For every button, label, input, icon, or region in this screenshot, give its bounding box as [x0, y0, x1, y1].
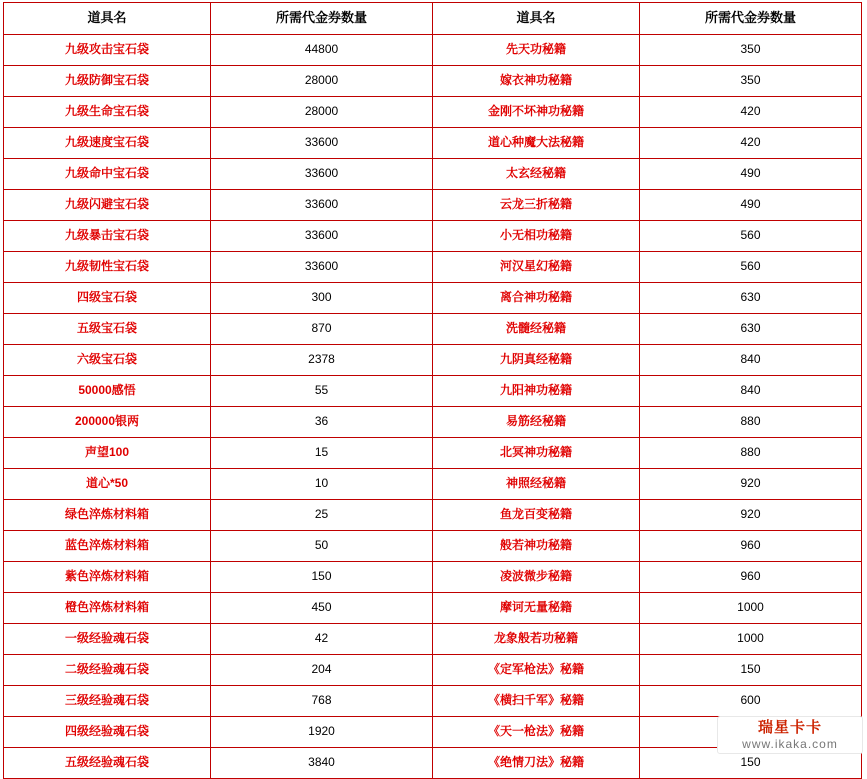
table-row: [4, 159, 862, 190]
item-name-cell: 声望100: [4, 438, 211, 469]
item-name-cell: 六级宝石袋: [4, 345, 211, 376]
item-name-cell: 河汉星幻秘籍: [433, 252, 640, 283]
table-row: [4, 407, 862, 438]
item-name-cell: 九级闪避宝石袋: [4, 190, 211, 221]
watermark-subtitle: www.ikaka.com: [742, 737, 838, 751]
column-header-item-name-left: 道具名: [4, 3, 211, 35]
item-name-cell: 先天功秘籍: [433, 35, 640, 66]
coupon-amount-cell: 1000: [640, 624, 862, 655]
item-name-cell: 洗髓经秘籍: [433, 314, 640, 345]
item-name-cell: 道心*50: [4, 469, 211, 500]
coupon-amount-cell: 42: [211, 624, 433, 655]
table-row: [4, 686, 862, 717]
item-name-cell: 《定军枪法》秘籍: [433, 655, 640, 686]
table-row: [4, 252, 862, 283]
item-name-cell: 四级经验魂石袋: [4, 717, 211, 748]
coupon-amount-cell: 33600: [211, 190, 433, 221]
item-name-cell: 神照经秘籍: [433, 469, 640, 500]
coupon-amount-cell: 350: [640, 66, 862, 97]
item-name-cell: 金刚不坏神功秘籍: [433, 97, 640, 128]
table-row: [4, 35, 862, 66]
coupon-amount-cell: 840: [640, 376, 862, 407]
coupon-amount-cell: 560: [640, 221, 862, 252]
coupon-amount-cell: 2378: [211, 345, 433, 376]
item-name-cell: 绿色淬炼材料箱: [4, 500, 211, 531]
coupon-amount-cell: 25: [211, 500, 433, 531]
coupon-amount-cell: 870: [211, 314, 433, 345]
coupon-amount-cell: 204: [211, 655, 433, 686]
watermark-title: 瑞星卡卡: [757, 719, 822, 736]
coupon-amount-cell: 150: [640, 655, 862, 686]
table-row: [4, 345, 862, 376]
item-name-cell: 蓝色淬炼材料箱: [4, 531, 211, 562]
item-name-cell: 凌波微步秘籍: [433, 562, 640, 593]
item-name-cell: 九级速度宝石袋: [4, 128, 211, 159]
item-name-cell: 太玄经秘籍: [433, 159, 640, 190]
item-name-cell: 易筋经秘籍: [433, 407, 640, 438]
item-name-cell: 云龙三折秘籍: [433, 190, 640, 221]
item-name-cell: 小无相功秘籍: [433, 221, 640, 252]
coupon-amount-cell: 420: [640, 128, 862, 159]
coupon-amount-cell: 630: [640, 314, 862, 345]
item-name-cell: 二级经验魂石袋: [4, 655, 211, 686]
item-name-cell: 五级宝石袋: [4, 314, 211, 345]
column-header-item-name-right: 道具名: [433, 3, 640, 35]
coupon-amount-cell: 420: [640, 97, 862, 128]
coupon-amount-cell: 44800: [211, 35, 433, 66]
table-row: [4, 283, 862, 314]
table-row: [4, 128, 862, 159]
coupon-amount-cell: 920: [640, 500, 862, 531]
item-name-cell: 九级韧性宝石袋: [4, 252, 211, 283]
coupon-amount-cell: 1920: [211, 717, 433, 748]
item-name-cell: 离合神功秘籍: [433, 283, 640, 314]
item-name-cell: 五级经验魂石袋: [4, 748, 211, 779]
item-name-cell: 龙象般若功秘籍: [433, 624, 640, 655]
coupon-amount-cell: 490: [640, 190, 862, 221]
coupon-amount-cell: 600: [640, 686, 862, 717]
coupon-amount-cell: 630: [640, 283, 862, 314]
coupon-amount-cell: 150: [640, 748, 862, 779]
coupon-amount-cell: 960: [640, 531, 862, 562]
item-name-cell: 九级防御宝石袋: [4, 66, 211, 97]
header-row: [4, 3, 862, 35]
item-name-cell: 道心种魔大法秘籍: [433, 128, 640, 159]
item-name-cell: 鱼龙百变秘籍: [433, 500, 640, 531]
coupon-amount-cell: 55: [211, 376, 433, 407]
item-name-cell: 《天一枪法》秘籍: [433, 717, 640, 748]
coupon-amount-cell: 28000: [211, 66, 433, 97]
table-row: [4, 438, 862, 469]
table-row: [4, 531, 862, 562]
coupon-amount-cell: 960: [640, 562, 862, 593]
table-body: [4, 35, 862, 779]
item-name-cell: 200000银两: [4, 407, 211, 438]
table-row: [4, 66, 862, 97]
coupon-amount-cell: 560: [640, 252, 862, 283]
coupon-amount-cell: 450: [211, 593, 433, 624]
column-header-coupon-right: 所需代金券数量: [640, 3, 862, 35]
coupon-amount-cell: 33600: [211, 128, 433, 159]
table-row: [4, 562, 862, 593]
coupon-amount-cell: 33600: [211, 252, 433, 283]
item-name-cell: 一级经验魂石袋: [4, 624, 211, 655]
item-name-cell: 九级攻击宝石袋: [4, 35, 211, 66]
table-row: [4, 221, 862, 252]
table-row: [4, 655, 862, 686]
watermark: [717, 716, 863, 754]
coupon-amount-cell: 768: [211, 686, 433, 717]
table-header: [4, 3, 862, 35]
coupon-amount-cell: 28000: [211, 97, 433, 128]
item-name-cell: 嫁衣神功秘籍: [433, 66, 640, 97]
table-row: [4, 97, 862, 128]
item-name-cell: 《绝情刀法》秘籍: [433, 748, 640, 779]
coupon-amount-cell: 350: [640, 35, 862, 66]
table-row: [4, 624, 862, 655]
item-name-cell: 三级经验魂石袋: [4, 686, 211, 717]
item-name-cell: 九阳神功秘籍: [433, 376, 640, 407]
item-name-cell: 橙色淬炼材料箱: [4, 593, 211, 624]
item-name-cell: 九级暴击宝石袋: [4, 221, 211, 252]
item-name-cell: 般若神功秘籍: [433, 531, 640, 562]
coupon-amount-cell: 840: [640, 345, 862, 376]
item-name-cell: 九级命中宝石袋: [4, 159, 211, 190]
coupon-amount-cell: 36: [211, 407, 433, 438]
coupon-amount-cell: 1000: [640, 593, 862, 624]
table-row: [4, 376, 862, 407]
coupon-amount-cell: 300: [211, 283, 433, 314]
item-name-cell: 摩诃无量秘籍: [433, 593, 640, 624]
item-name-cell: 紫色淬炼材料箱: [4, 562, 211, 593]
coupon-amount-cell: 880: [640, 407, 862, 438]
coupon-amount-cell: 10: [211, 469, 433, 500]
item-name-cell: 北冥神功秘籍: [433, 438, 640, 469]
item-name-cell: 50000感悟: [4, 376, 211, 407]
table-row: [4, 190, 862, 221]
coupon-amount-cell: 880: [640, 438, 862, 469]
item-name-cell: 九阴真经秘籍: [433, 345, 640, 376]
table-row: [4, 469, 862, 500]
coupon-amount-cell: 920: [640, 469, 862, 500]
coupon-amount-cell: 490: [640, 159, 862, 190]
coupon-amount-cell: 33600: [211, 221, 433, 252]
item-name-cell: 《横扫千军》秘籍: [433, 686, 640, 717]
table-row: [4, 500, 862, 531]
item-name-cell: 四级宝石袋: [4, 283, 211, 314]
coupon-amount-cell: 15: [211, 438, 433, 469]
table-row: [4, 593, 862, 624]
table-row: [4, 314, 862, 345]
item-price-table: [3, 2, 862, 779]
coupon-amount-cell: 50: [211, 531, 433, 562]
column-header-coupon-left: 所需代金券数量: [211, 3, 433, 35]
coupon-amount-cell: 150: [211, 562, 433, 593]
item-name-cell: 九级生命宝石袋: [4, 97, 211, 128]
coupon-amount-cell: 3840: [211, 748, 433, 779]
coupon-amount-cell: 33600: [211, 159, 433, 190]
